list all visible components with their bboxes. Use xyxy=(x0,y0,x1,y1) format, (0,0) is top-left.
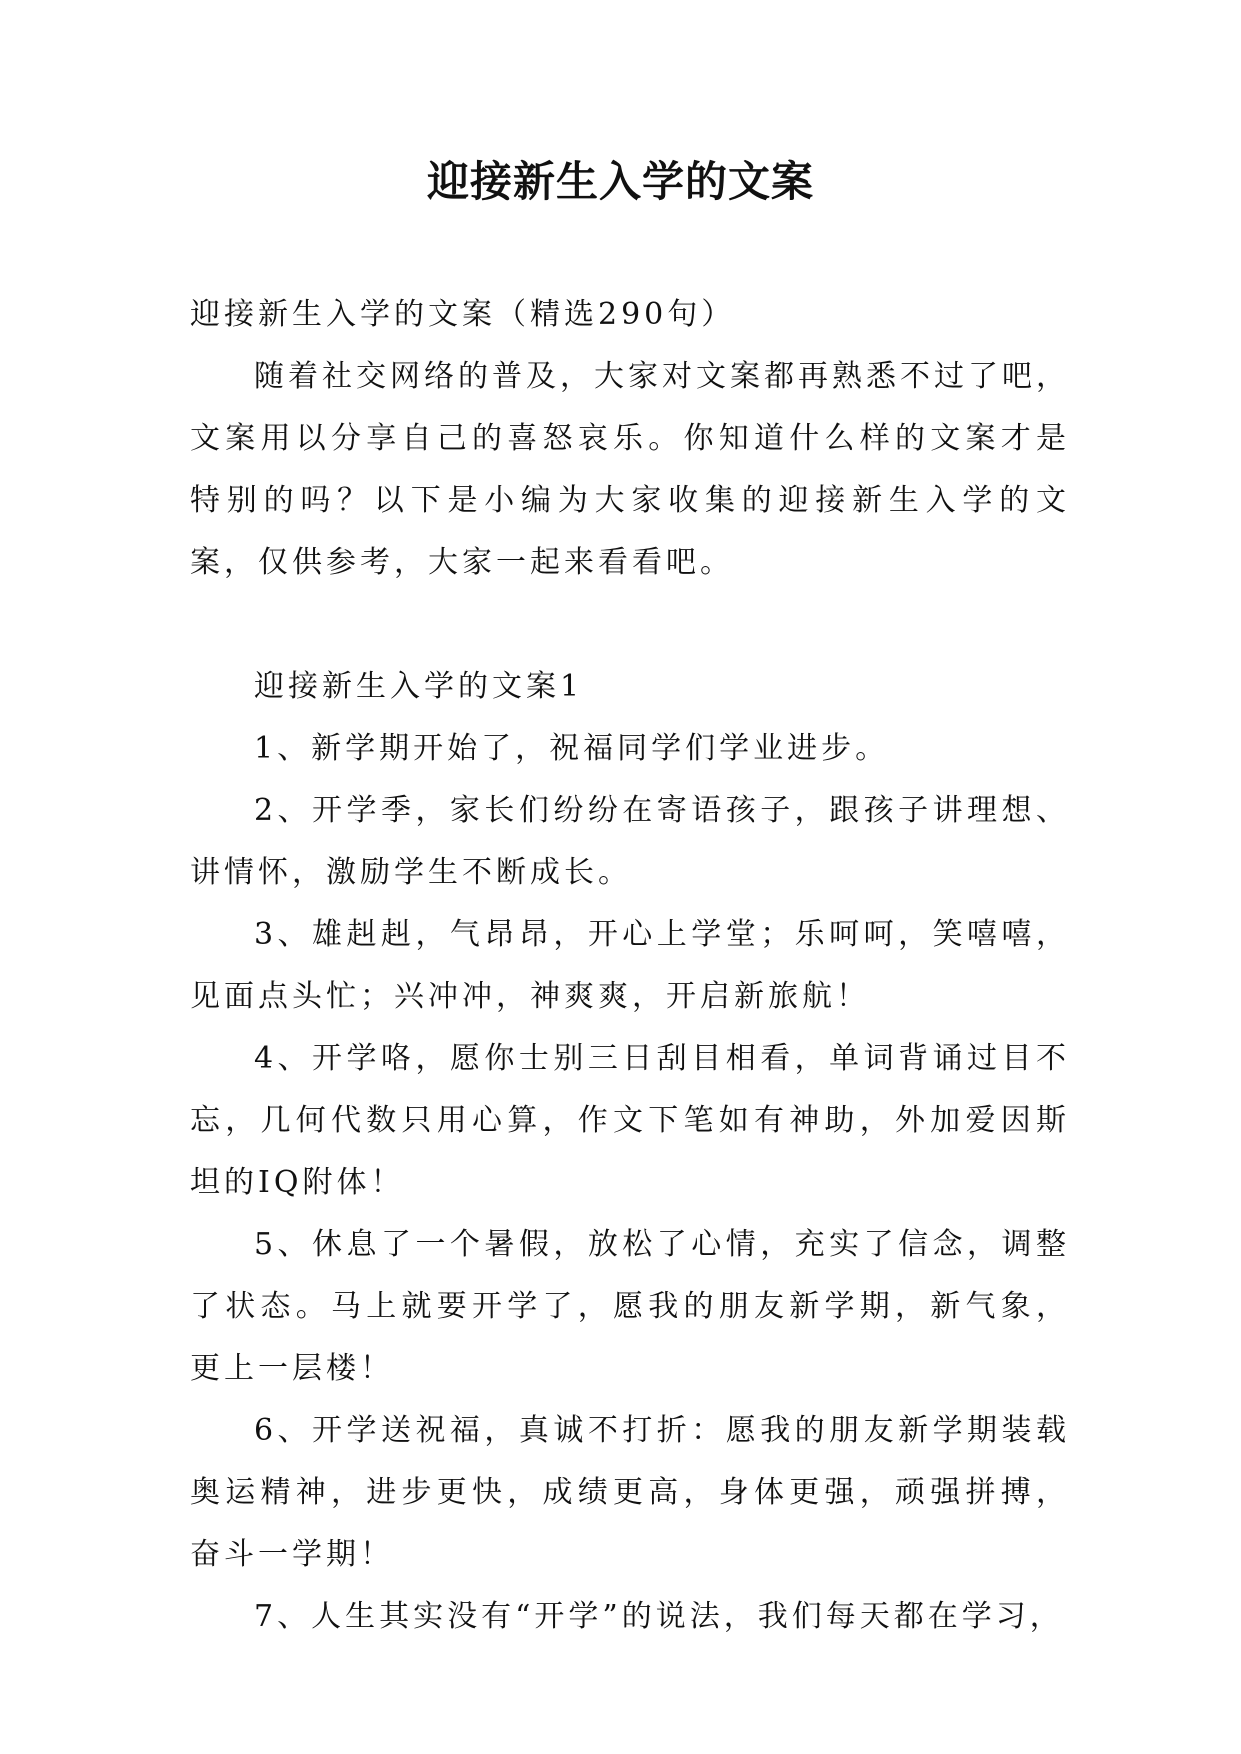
list-item: 2、开学季，家长们纷纷在寄语孩子，跟孩子讲理想、讲情怀，激励学生不断成长。 xyxy=(190,793,1070,890)
list-item: 6、开学送祝福，真诚不打折：愿我的朋友新学期装载奥运精神，进步更快，成绩更高，身体更强，顽强拼搏，奋斗一学期！ xyxy=(190,1413,1070,1572)
list-item: 4、开学咯，愿你士别三日刮目相看，单词背诵过目不忘，几何代数只用心算，作文下笔如有神助，外加爱因斯坦的IQ附体！ xyxy=(190,1041,1070,1200)
document-title: 迎接新生入学的文案 xyxy=(426,157,814,206)
list-item: 1、新学期开始了，祝福同学们学业进步。 xyxy=(254,731,890,766)
document-subtitle: 迎接新生入学的文案（精选290句） xyxy=(190,297,736,332)
section-heading: 迎接新生入学的文案1 xyxy=(254,669,584,704)
document-body xyxy=(190,284,1070,1648)
list-item: 7、人生其实没有“开学”的说法，我们每天都在学习， xyxy=(254,1599,1064,1634)
list-item: 5、休息了一个暑假，放松了心情，充实了信念，调整了状态。马上就要开学了，愿我的朋友新学期，新气象，更上一层楼！ xyxy=(190,1227,1070,1386)
list-item: 3、雄赳赳，气昂昂，开心上学堂；乐呵呵，笑嘻嘻，见面点头忙；兴冲冲，神爽爽，开启新旅航！ xyxy=(190,917,1070,1014)
intro-paragraph: 随着社交网络的普及，大家对文案都再熟悉不过了吧，文案用以分享自己的喜怒哀乐。你知道什么样的文案才是特别的吗？以下是小编为大家收集的迎接新生入学的文案，仅供参考，大家一起来看看吧。 xyxy=(190,359,1070,580)
paragraph-gap xyxy=(190,594,1070,656)
